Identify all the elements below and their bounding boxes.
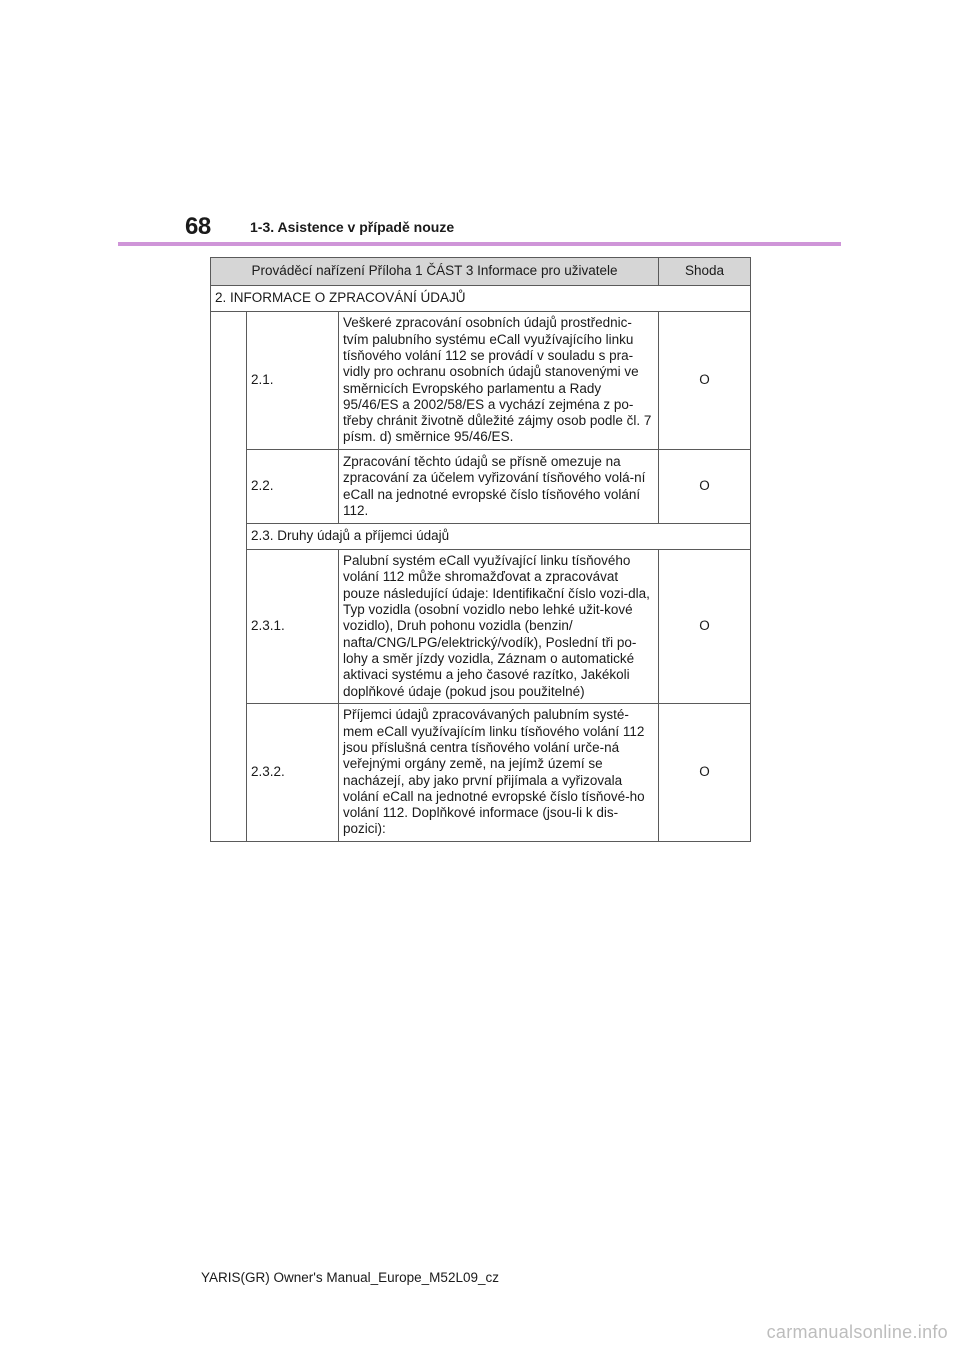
header-divider <box>118 242 841 246</box>
row-shoda: O <box>659 704 751 842</box>
column-header-regulation: Prováděcí nařízení Příloha 1 ČÁST 3 Informace pro uživatele <box>211 258 659 286</box>
row-text: Veškeré zpracování osobních údajů prostřednic-tvím palubního systému eCall využívajícího linku tísňového volání 112 se provádí v souladu s pra-vidly pro ochranu osobních údajů stanovenými ve směrnicích Evropského parlamentu a Rady 95/46/ES a 2002/58/ES a vychází zejména z po-třeby chránit životně důležité zájmy osob podle čl. 7 písm. d) směrnice 95/46/ES. <box>339 312 659 450</box>
row-shoda: O <box>659 450 751 524</box>
row-number: 2.1. <box>247 312 339 450</box>
column-header-shoda: Shoda <box>659 258 751 286</box>
watermark: carmanualsonline.info <box>766 1322 948 1342</box>
indent-cell <box>211 312 247 842</box>
page-number: 68 <box>185 213 211 240</box>
section-heading: 2. INFORMACE O ZPRACOVÁNÍ ÚDAJŮ <box>211 286 751 312</box>
table-header-row <box>211 258 751 286</box>
row-text: Příjemci údajů zpracovávaných palubním systé-mem eCall využívajícím linku tísňového volání 112 jsou příslušná centra tísňového volání urče-ná veřejnými orgány země, na jejímž území se nacházejí, aby jako první přijímala a vyřizovala volání eCall na jednotné evropské číslo tísňové-ho volání 112. Doplňkové informace (jsou-li k dis-pozici): <box>339 704 659 842</box>
subsection-row <box>211 524 751 550</box>
row-number: 2.2. <box>247 450 339 524</box>
table-row <box>211 704 751 842</box>
section-title: 1-3. Asistence v případě nouze <box>250 219 455 235</box>
row-number: 2.3.1. <box>247 550 339 704</box>
row-shoda: O <box>659 312 751 450</box>
table-row <box>211 312 751 450</box>
section-row <box>211 286 751 312</box>
row-shoda: O <box>659 550 751 704</box>
footer-manual-id: YARIS(GR) Owner's Manual_Europe_M52L09_cz <box>201 1270 499 1285</box>
subsection-heading: 2.3. Druhy údajů a příjemci údajů <box>247 524 751 550</box>
row-text: Palubní systém eCall využívající linku tísňového volání 112 může shromažďovat a zpracovávat pouze následující údaje: Identifikační číslo vozi-dla, Typ vozidla (osobní vozidlo nebo lehké užit-kové vozidlo), Druh pohonu vozidla (benzin/ nafta/CNG/LPG/elektrický/vodík), Poslední tři po-lohy a směr jízdy vozidla, Záznam o automatické aktivaci systému a jeho časové razítko, Jakékoli doplňkové údaje (pokud jsou použitelné) <box>339 550 659 704</box>
table-row <box>211 550 751 704</box>
row-text: Zpracování těchto údajů se přísně omezuje na zpracování za účelem vyřizování tísňového volá-ní eCall na jednotné evropské číslo tísňového volání 112. <box>339 450 659 524</box>
compliance-table <box>210 257 751 842</box>
table-row <box>211 450 751 524</box>
row-number: 2.3.2. <box>247 704 339 842</box>
